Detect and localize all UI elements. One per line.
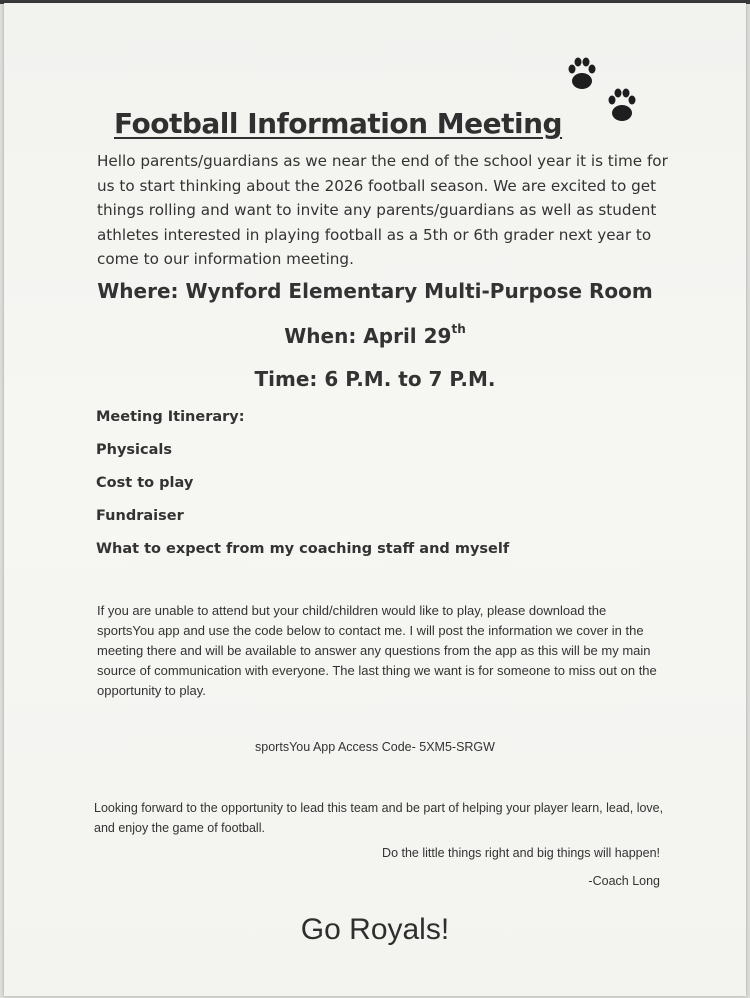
- itinerary-list: [96, 407, 509, 572]
- paw-prints: [564, 55, 654, 135]
- sign-off: Go Royals!: [300, 913, 450, 946]
- meeting-date: [4, 324, 746, 348]
- itinerary-item: Physicals: [96, 442, 172, 458]
- signature: -Coach Long: [588, 874, 660, 888]
- paw-print-icon: [569, 58, 596, 90]
- itinerary-item: Fundraiser: [96, 508, 184, 524]
- meeting-location: Where: Wynford Elementary Multi-Purpose Room: [97, 279, 653, 303]
- date-ordinal: th: [451, 322, 466, 336]
- meeting-time: Time: 6 P.M. to 7 P.M.: [254, 367, 496, 391]
- intro-paragraph: Hello parents/guardians as we near the end of the school year it is time for us to start thinking about the 2026 football season. We are excited to get things rolling and want to invite any parents/guardians as well as student athletes interested in playing football as a 5th or 6th grader next year to come to our information meeting.: [97, 152, 668, 268]
- page-title: Football Information Meeting: [114, 107, 563, 140]
- meeting-date-text: When: April 29: [284, 324, 452, 348]
- absent-note-paragraph: If you are unable to attend but your child/children would like to play, please download the sportsYou app and use the code below to contact me. I will post the information we cover in the meeting there and will be available to answer any questions from the app as this will be my main source of communication with everyone. The last thing we want is for someone to miss out on the opportunity to play.: [97, 603, 657, 698]
- motto: Do the little things right and big things will happen!: [382, 846, 660, 860]
- itinerary-item: What to expect from my coaching staff and myself: [96, 541, 510, 557]
- app-access-code: sportsYou App Access Code- 5XM5-SRGW: [255, 740, 495, 754]
- closing-paragraph: Looking forward to the opportunity to lead this team and be part of helping your player learn, lead, love, and enjoy the game of football.: [94, 801, 664, 835]
- flyer-sheet: [4, 3, 746, 996]
- itinerary-item: Cost to play: [96, 475, 194, 491]
- itinerary-heading: Meeting Itinerary:: [96, 409, 245, 425]
- paw-print-icon: [609, 89, 636, 122]
